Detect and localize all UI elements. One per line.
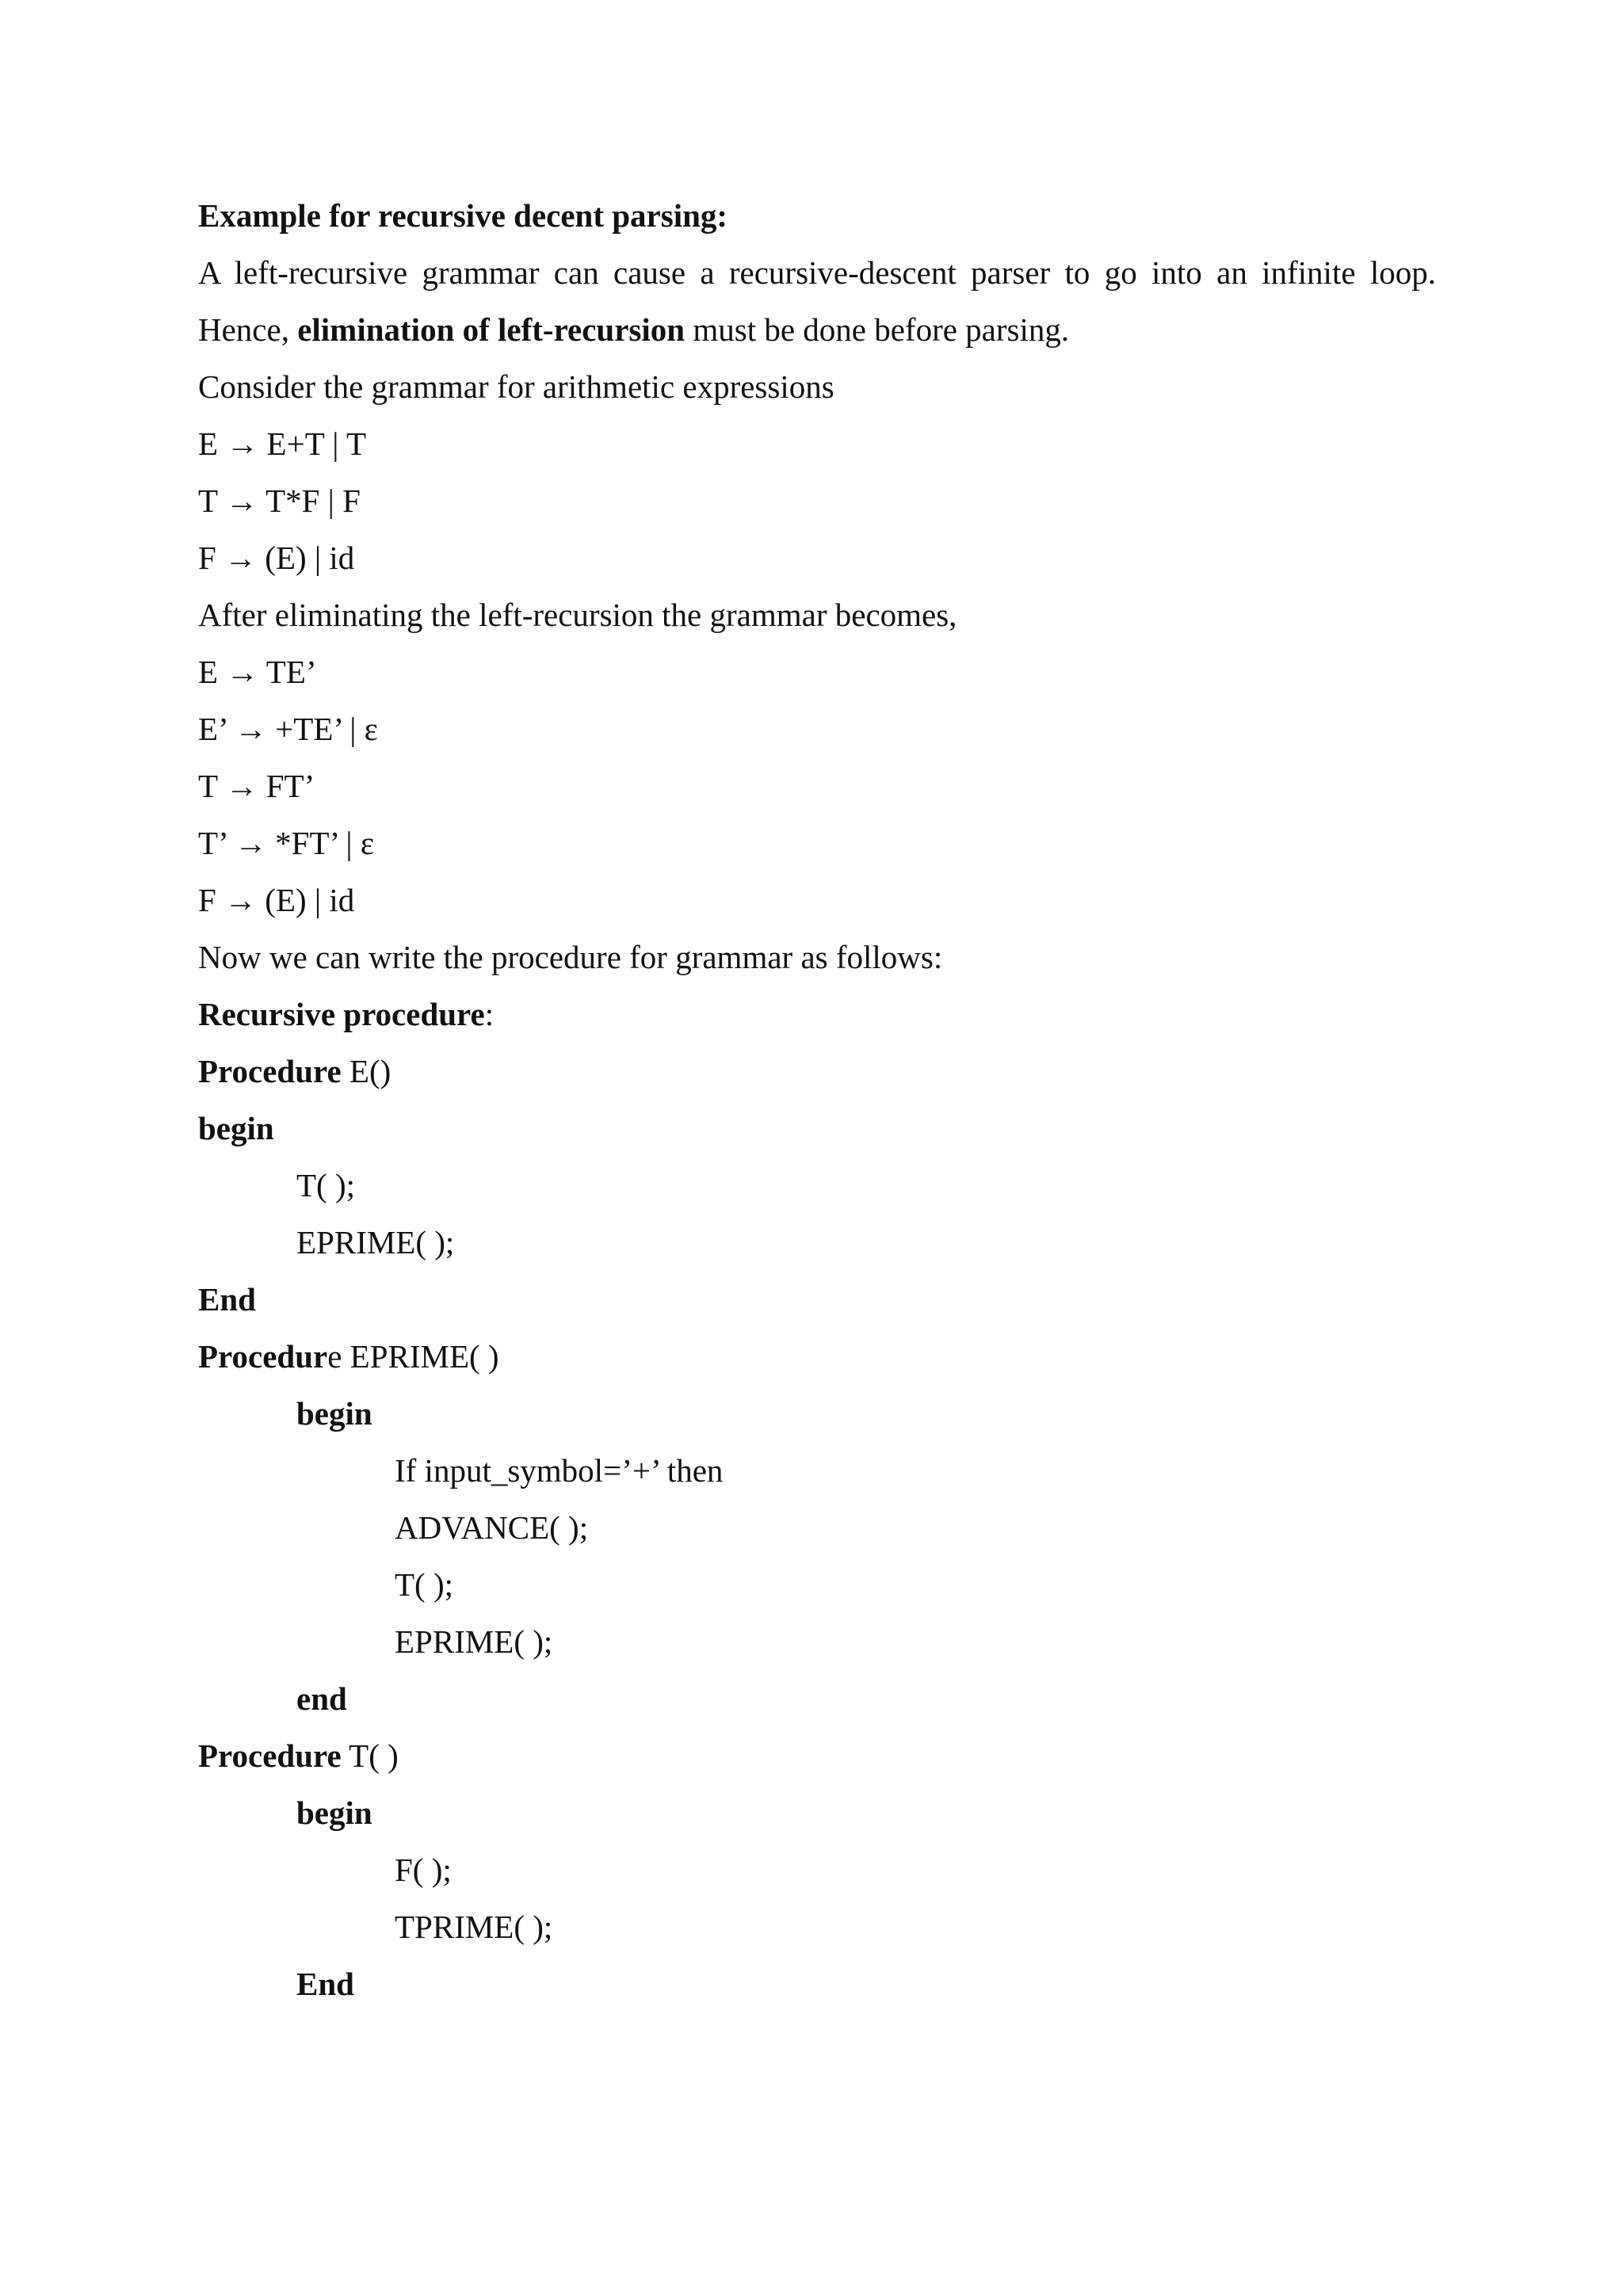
procedure-t-end: End [296, 1966, 354, 2002]
procedure-eprime-stmt-4: EPRIME( ); [395, 1623, 553, 1660]
grammar-rule-f: F → (E) | id [198, 540, 355, 576]
recursive-procedure-heading [198, 995, 494, 1033]
intro-line-2-prefix: Hence, [198, 311, 298, 348]
intro-emphasis: elimination of left-recursion [297, 311, 685, 348]
procedure-name: e EPRIME( ) [327, 1338, 499, 1375]
procedure-eprime-header [198, 1337, 499, 1375]
procedure-name: T( ) [341, 1737, 399, 1774]
procedure-keyword: Procedure [198, 1737, 342, 1774]
procedure-t-stmt-2: TPRIME( ); [395, 1909, 553, 1945]
procedure-keyword: Procedure [198, 1053, 342, 1089]
procedure-eprime-stmt-3: T( ); [395, 1566, 453, 1603]
procedure-t-stmt-1: F( ); [395, 1852, 452, 1888]
consider-text: Consider the grammar for arithmetic expressions [198, 368, 834, 405]
procedure-eprime-stmt-2: ADVANCE( ); [395, 1509, 589, 1546]
transformed-rule-eprime: E’ → +TE’ | ε [198, 711, 378, 747]
section-heading: Example for recursive decent parsing: [198, 197, 728, 234]
transformed-rule-e: E → TE’ [198, 654, 317, 690]
procedure-eprime-end: end [296, 1680, 347, 1717]
transformed-rule-tprime: T’ → *FT’ | ε [198, 825, 375, 861]
after-text: After eliminating the left-recursion the grammar becomes, [198, 597, 957, 633]
transformed-rule-f: F → (E) | id [198, 882, 355, 918]
procedure-eprime-begin: begin [296, 1395, 372, 1432]
grammar-rule-t: T → T*F | F [198, 482, 361, 519]
procedure-eprime-stmt-1: If input_symbol=’+’ then [395, 1452, 724, 1489]
procedure-t-begin: begin [296, 1794, 372, 1831]
intro-line-1: A left-recursive grammar can cause a recursive-descent parser to go into an infinite loop. [198, 254, 1436, 291]
transformed-rule-t: T → FT’ [198, 768, 315, 804]
procedure-name: E() [341, 1053, 391, 1089]
procedure-e-end: End [198, 1281, 256, 1318]
procedure-keyword: Procedur [198, 1338, 328, 1375]
recursive-procedure-label: Recursive procedure [198, 996, 485, 1032]
now-text: Now we can write the procedure for grammar as follows: [198, 939, 943, 975]
recursive-procedure-colon: : [484, 996, 495, 1032]
procedure-t-header [198, 1737, 399, 1775]
intro-line-2 [198, 311, 1069, 349]
procedure-e-stmt-1: T( ); [296, 1167, 355, 1203]
grammar-rule-e: E → E+T | T [198, 425, 367, 462]
intro-line-2-suffix: must be done before parsing. [685, 311, 1070, 348]
procedure-e-stmt-2: EPRIME( ); [296, 1224, 455, 1261]
procedure-e-begin: begin [198, 1110, 274, 1146]
procedure-e-header [198, 1052, 391, 1090]
